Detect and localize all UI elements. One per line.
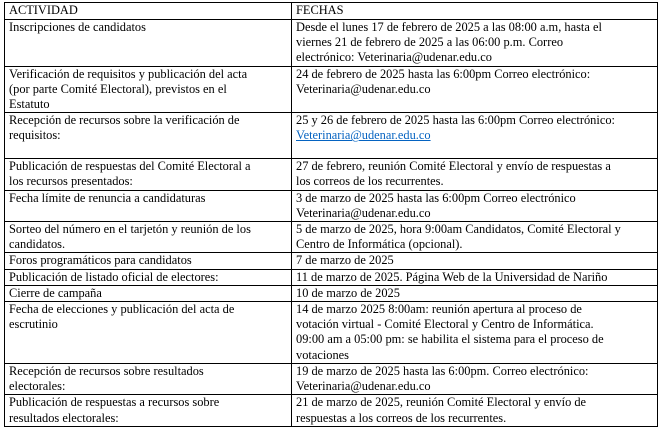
dates-line: 21 de marzo de 2025, reunión Comité Electoral y envío de bbox=[296, 395, 587, 410]
dates-line: 5 de marzo de 2025, hora 9:00am Candidatos, Comité Electoral y bbox=[296, 222, 621, 237]
dates-line: los correos de los recurrentes. bbox=[296, 174, 444, 189]
activity-line: requisitos: bbox=[9, 128, 61, 143]
activity-line: Inscripciones de candidatos bbox=[9, 20, 146, 34]
dates-cell bbox=[292, 395, 658, 426]
dates-cell bbox=[292, 364, 658, 395]
table-row bbox=[5, 222, 658, 253]
activity-cell bbox=[5, 269, 292, 285]
activity-line: resultados electorales: bbox=[9, 410, 119, 425]
dates-line: Desde el lunes 17 de febrero de 2025 a las 08:00 a.m, hasta el bbox=[296, 20, 602, 34]
activity-cell bbox=[5, 20, 292, 67]
activity-line: escrutinio bbox=[9, 317, 58, 332]
table-row bbox=[5, 113, 658, 159]
dates-line: 25 y 26 de febrero de 2025 hasta las 6:00pm Correo electrónico: bbox=[296, 113, 615, 128]
activity-cell bbox=[5, 253, 292, 269]
table-row bbox=[5, 302, 658, 364]
dates-line: 11 de marzo de 2025. Página Web de la Universidad de Nariño bbox=[296, 269, 608, 284]
table-row bbox=[5, 364, 658, 395]
dates-line: Veterinaria@udenar.edu.co bbox=[296, 81, 431, 96]
dates-cell bbox=[292, 222, 658, 253]
dates-line: votación virtual - Comité Electoral y Centro de Informática. bbox=[296, 317, 594, 332]
dates-line: electrónico: Veterinaria@udenar.edu.co bbox=[296, 50, 492, 65]
activity-line: Publicación de respuestas del Comité Electoral a bbox=[9, 159, 251, 174]
activity-cell bbox=[5, 190, 292, 221]
dates-line: 27 de febrero, reunión Comité Electoral y envío de respuestas a bbox=[296, 159, 611, 174]
activity-cell bbox=[5, 395, 292, 426]
activity-line: Sorteo del número en el tarjetón y reunión de los bbox=[9, 222, 251, 237]
dates-cell bbox=[292, 20, 658, 67]
dates-line: Veterinaria@udenar.edu.co bbox=[296, 205, 431, 220]
table-row bbox=[5, 253, 658, 269]
dates-line: 24 de febrero de 2025 hasta las 6:00pm Correo electrónico: bbox=[296, 66, 591, 81]
dates-cell bbox=[292, 285, 658, 301]
dates-line: 14 de marzo 2025 8:00am: reunión apertura al proceso de bbox=[296, 302, 582, 317]
header-dates: FECHAS bbox=[292, 3, 658, 20]
dates-line: Centro de Informática (opcional). bbox=[296, 237, 463, 252]
dates-line: viernes 21 de febrero de 2025 a las 06:00 p.m. Correo bbox=[296, 35, 564, 50]
activity-line: electorales: bbox=[9, 379, 66, 394]
dates-cell bbox=[292, 113, 658, 159]
dates-cell bbox=[292, 66, 658, 113]
dates-line: 7 de marzo de 2025 bbox=[296, 253, 394, 268]
activity-cell bbox=[5, 222, 292, 253]
activity-line: candidatos. bbox=[9, 237, 66, 252]
activity-cell bbox=[5, 113, 292, 159]
dates-line: Veterinaria@udenar.edu.co bbox=[296, 379, 431, 394]
dates-cell bbox=[292, 302, 658, 364]
activity-line: (por parte Comité Electoral), previstos en el bbox=[9, 81, 227, 96]
activity-line: Fecha de elecciones y publicación del acta de bbox=[9, 302, 235, 317]
dates-cell bbox=[292, 190, 658, 221]
activity-line: Recepción de recursos sobre resultados bbox=[9, 364, 204, 379]
header-row bbox=[5, 3, 658, 20]
dates-line: respuestas a los correos de los recurrentes. bbox=[296, 410, 507, 425]
activity-line: Foros programáticos para candidatos bbox=[9, 253, 192, 268]
dates-cell bbox=[292, 269, 658, 285]
activity-line: Publicación de respuestas a recursos sobre bbox=[9, 395, 220, 410]
dates-line: 3 de marzo de 2025 hasta las 6:00pm Correo electrónico bbox=[296, 190, 576, 205]
table-row bbox=[5, 20, 658, 67]
activity-line: Publicación de listado oficial de electores: bbox=[9, 269, 219, 284]
dates-line: votaciones bbox=[296, 347, 349, 362]
activity-cell bbox=[5, 285, 292, 301]
activity-cell bbox=[5, 302, 292, 364]
email-link[interactable]: Veterinaria@udenar.edu.co bbox=[296, 128, 431, 143]
activity-cell bbox=[5, 364, 292, 395]
activity-line: los recursos presentados: bbox=[9, 174, 133, 189]
table-row bbox=[5, 159, 658, 190]
table-row bbox=[5, 66, 658, 113]
table-row bbox=[5, 285, 658, 301]
activity-line: Verificación de requisitos y publicación del acta bbox=[9, 66, 248, 81]
header-activity: ACTIVIDAD bbox=[5, 3, 292, 20]
dates-line: 10 de marzo de 2025 bbox=[296, 285, 400, 300]
dates-line: 09:00 am a 05:00 pm: se habilita el sistema para el proceso de bbox=[296, 332, 604, 347]
dates-cell bbox=[292, 159, 658, 190]
activity-line: Fecha límite de renuncia a candidaturas bbox=[9, 190, 206, 205]
dates-cell bbox=[292, 253, 658, 269]
table-row bbox=[5, 269, 658, 285]
activity-line: Recepción de recursos sobre la verificación de bbox=[9, 113, 240, 128]
activity-cell bbox=[5, 159, 292, 190]
table-row bbox=[5, 395, 658, 426]
activity-cell bbox=[5, 66, 292, 113]
activity-line: Estatuto bbox=[9, 97, 50, 112]
table-row bbox=[5, 190, 658, 221]
dates-line: 19 de marzo de 2025 hasta las 6:00pm. Correo electrónico: bbox=[296, 364, 589, 379]
activity-line: Cierre de campaña bbox=[9, 285, 102, 300]
schedule-table bbox=[4, 2, 658, 427]
